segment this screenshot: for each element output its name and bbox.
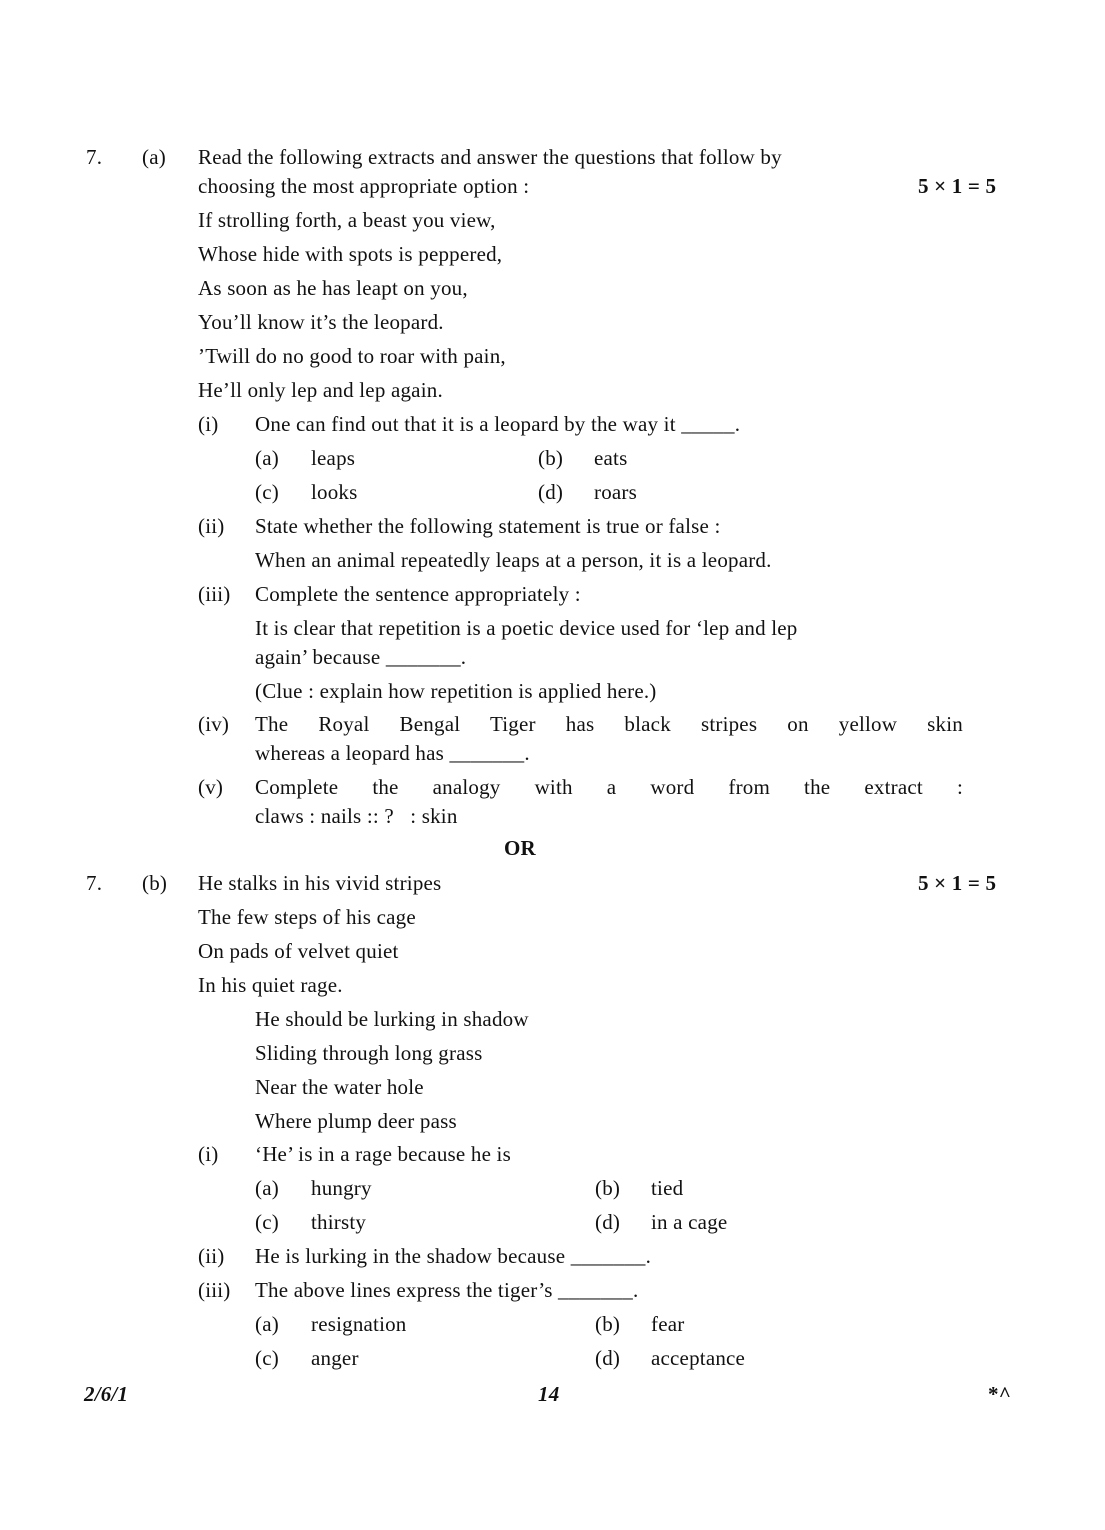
sub-question-text: ‘He’ is in a rage because he is (255, 1142, 511, 1166)
option-text: tied (651, 1176, 684, 1200)
poem-line: As soon as he has leapt on you, (198, 276, 468, 300)
poem-line: Whose hide with spots is peppered, (198, 242, 503, 266)
poem-line: ’Twill do no good to roar with pain, (198, 344, 506, 368)
sub-question-text: One can find out that it is a leopard by the way it _____. (255, 412, 741, 436)
option-text: resignation (311, 1312, 407, 1336)
poem-line-indented: Near the water hole (255, 1075, 424, 1099)
or-separator: OR (504, 836, 536, 860)
option-label: (d) (595, 1346, 621, 1370)
option-label: (b) (538, 446, 564, 470)
poem-line: On pads of velvet quiet (198, 939, 399, 963)
sub-question-text: It is clear that repetition is a poetic device used for ‘lep and lep (255, 616, 798, 640)
sub-question-label: (iii) (198, 1278, 231, 1302)
instruction-text: Read the following extracts and answer the questions that follow by (198, 145, 782, 169)
option-label: (b) (595, 1312, 621, 1336)
poem-line: He stalks in his vivid stripes (198, 871, 442, 895)
sub-question-text: He is lurking in the shadow because _______. (255, 1244, 652, 1268)
option-label: (c) (255, 1346, 279, 1370)
option-text: eats (594, 446, 628, 470)
sub-question-text: whereas a leopard has _______. (255, 741, 530, 765)
poem-line-indented: He should be lurking in shadow (255, 1007, 529, 1031)
option-label: (c) (255, 1210, 279, 1234)
poem-line: The few steps of his cage (198, 905, 416, 929)
clue-text: (Clue : explain how repetition is applied here.) (255, 679, 657, 703)
sub-question-text: Complete the analogy with a word from the extract : (255, 775, 963, 799)
option-label: (d) (538, 480, 564, 504)
option-text: leaps (311, 446, 356, 470)
option-text: looks (311, 480, 358, 504)
question-part-label: (b) (142, 871, 168, 895)
sub-question-label: (i) (198, 1142, 219, 1166)
poem-line-indented: Sliding through long grass (255, 1041, 483, 1065)
footer-mark: *^ (988, 1382, 1012, 1406)
option-text: roars (594, 480, 637, 504)
option-label: (a) (255, 1312, 279, 1336)
poem-line: He’ll only lep and lep again. (198, 378, 443, 402)
sub-question-label: (v) (198, 775, 224, 799)
sub-question-label: (iv) (198, 712, 230, 736)
option-label: (d) (595, 1210, 621, 1234)
sub-question-label: (i) (198, 412, 219, 436)
marks-allocation: 5 × 1 = 5 (918, 174, 997, 198)
poem-line: In his quiet rage. (198, 973, 343, 997)
option-text: hungry (311, 1176, 372, 1200)
option-text: acceptance (651, 1346, 746, 1370)
option-label: (c) (255, 480, 279, 504)
option-text: in a cage (651, 1210, 728, 1234)
marks-allocation: 5 × 1 = 5 (918, 871, 997, 895)
option-text: fear (651, 1312, 685, 1336)
sub-question-label: (iii) (198, 582, 231, 606)
sub-question-label: (ii) (198, 1244, 225, 1268)
question-number: 7. (86, 145, 103, 169)
sub-question-text: The Royal Bengal Tiger has black stripes on yellow skin (255, 712, 963, 736)
sub-question-text: again’ because _______. (255, 645, 467, 669)
option-text: anger (311, 1346, 359, 1370)
sub-question-label: (ii) (198, 514, 225, 538)
option-label: (a) (255, 1176, 279, 1200)
question-part-label: (a) (142, 145, 166, 169)
analogy-text: claws : nails :: ? : skin (255, 804, 458, 828)
sub-question-text: State whether the following statement is true or false : (255, 514, 721, 538)
option-label: (a) (255, 446, 279, 470)
poem-line: If strolling forth, a beast you view, (198, 208, 496, 232)
sub-question-text: The above lines express the tiger’s _______. (255, 1278, 639, 1302)
poem-line-indented: Where plump deer pass (255, 1109, 457, 1133)
poem-line: You’ll know it’s the leopard. (198, 310, 444, 334)
option-label: (b) (595, 1176, 621, 1200)
question-number: 7. (86, 871, 103, 895)
page-number: 14 (538, 1382, 560, 1406)
sub-question-text: When an animal repeatedly leaps at a person, it is a leopard. (255, 548, 772, 572)
instruction-text: choosing the most appropriate option : (198, 174, 530, 198)
paper-code: 2/6/1 (84, 1382, 129, 1406)
option-text: thirsty (311, 1210, 367, 1234)
sub-question-text: Complete the sentence appropriately : (255, 582, 581, 606)
